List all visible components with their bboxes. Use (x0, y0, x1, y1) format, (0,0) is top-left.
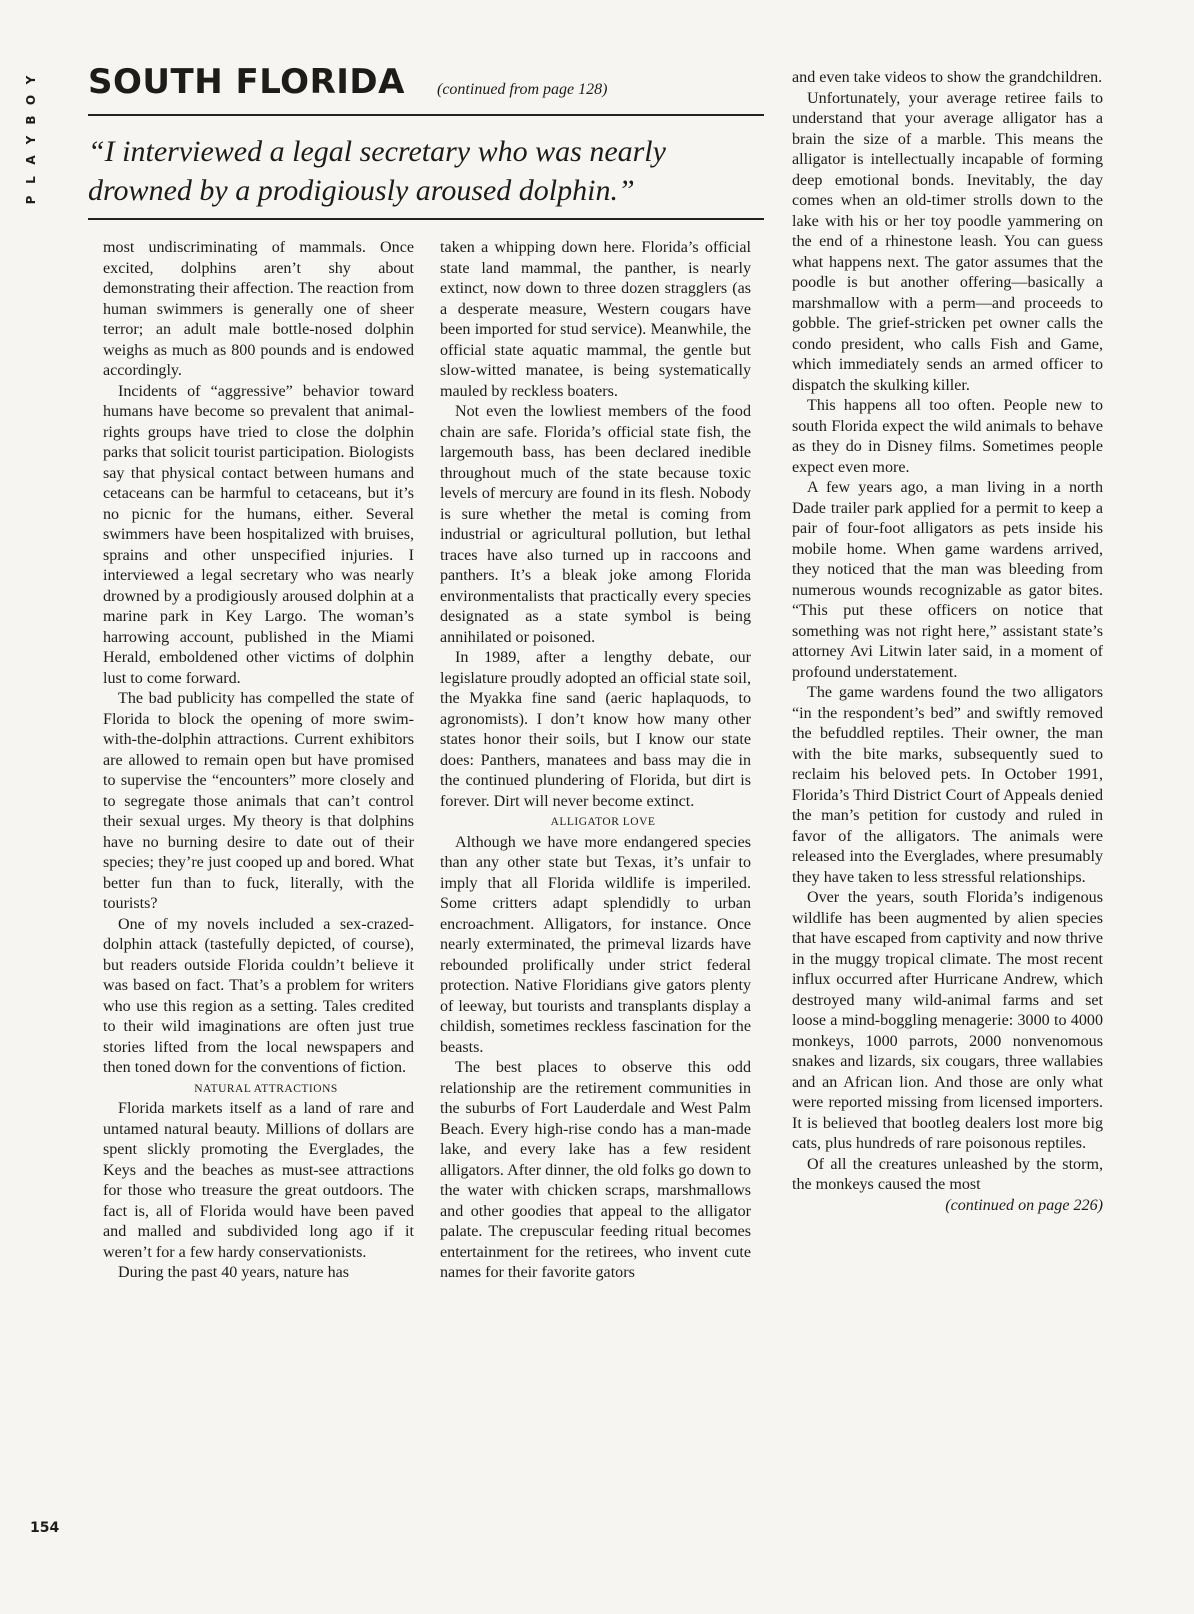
paragraph: During the past 40 years, nature has (118, 1264, 350, 1281)
magazine-tag-letter: Y (24, 75, 38, 85)
paragraph: Not even the lowliest members of the food chain are safe. Florida’s official state fish, the largemouth bass, has been declared inedible throughout much of the state because toxic levels of mercury are found in its flesh. Nobody is sure whether the metal is coming from industrial or agricultural pollution, but lethal traces have also turned up in raccoons and panthers. It’s a bleak joke among Florida environmentalists that practically every species designated as a state symbol is being annihilated or poisoned. (440, 403, 751, 646)
paragraph: Over the years, south Florida’s indigenous wildlife has been augmented by alien species that have escaped from captivity and now thrive in the muggy tropical climate. The most recent influx occurred after Hurricane Andrew, which destroyed many wild-animal farms and set loose a mind-boggling menagerie: 3000 to 4000 monkeys, 1000 parrots, 2000 nonvenomous snakes and lizards, six cougars, three wallabies and an African lion. And those are only what were reported missing from licensed importers. It is believed that bootleg dealers lost more big cats, plus hundreds of rare poisonous reptiles. (792, 889, 1103, 1152)
paragraph: Unfortunately, your average retiree fails to understand that your average alligator has a brain the size of a marble. This means the alligator is intellectually incapable of forming deep emotional bonds. Inevitably, the day comes when an old-timer strolls down to the lake with his or her toy poodle yammering on the end of a rhinestone leash. You can guess what happens next. The gator assumes that the poodle is but another offering—basically a marshmallow with a perm—and proceeds to gobble. The grief-stricken pet owner calls the condo president, who calls Fish and Game, which immediately sends an armed officer to dispatch the skulking killer. (792, 89, 1103, 394)
magazine-tag-letter: A (24, 155, 38, 165)
paragraph: A few years ago, a man living in a north Dade trailer park applied for a permit to keep a pair of four-foot alligators as pets inside his mobile home. When game wardens arrived, they noticed that the man was bleeding from numerous wounds recognizable as gator bites. “This put these officers on notice that something was not right here,” assistant state’s attorney Avi Litwin later said, in a moment of profound understatement. (792, 479, 1103, 681)
paragraph: Although we have more endangered species than any other state but Texas, it’s unfair to imply that all Florida wildlife is imperiled. Some critters adapt splendidly to urban encroachment. Alligators, for instance. Once nearly exterminated, the primeval lizards have rebounded prolifically under strict federal protection. Native Floridians give gators plenty of leeway, but tourists and transplants display a childish, sometimes reckless fascination for the beasts. (440, 833, 751, 1056)
magazine-tag-letter: O (24, 94, 38, 106)
column-2 (440, 238, 751, 1284)
article-title: SOUTH FLORIDA (88, 62, 405, 102)
subhead-alligator-love: ALLIGATOR LOVE (550, 816, 656, 828)
paragraph: In 1989, after a lengthy debate, our legislature proudly adopted an official state soil, the Myakka fine sand (aeric haplaquods, to agronomists). I don’t know how many other states honor their soils, but I know our state does: Panthers, manatees and bass may die in the continued plundering of Florida, but dirt is forever. Dirt will never become extinct. (440, 649, 751, 810)
paragraph: The game wardens found the two alligators “in the respondent’s bed” and swiftly removed the befuddled reptiles. Their owner, the man with the bite marks, subsequently sued to reclaim his beloved pets. In October 1991, Florida’s Third District Court of Appeals denied the man’s petition for custody and ruled in favor of the alligators. The animals were released into the Everglades, where presumably they have taken to less stressful relationships. (792, 684, 1103, 886)
paragraph: most undiscriminating of mammals. Once excited, dolphins aren’t shy about demonstrating their affection. The reaction from human swimmers is generally one of sheer terror; an adult male bottle-nosed dolphin weighs as much as 800 pounds and is endowed accordingly. (103, 239, 414, 379)
paragraph: The bad publicity has compelled the state of Florida to block the opening of more swim-with-the-dolphin attractions. Current exhibitors are allowed to remain open but have promised to supervise the “encounters” more closely and to segregate those animals that can’t control their sexual urges. My theory is that dolphins have no burning desire to date out of their species; they’re just cooped up and bored. What better fun than to fuck, literally, with the tourists? (103, 690, 414, 912)
subhead-natural-attractions: NATURAL ATTRACTIONS (194, 1082, 338, 1095)
pull-quote: “I interviewed a legal secretary who was nearly drowned by a prodigiously aroused dolphin.” (88, 135, 666, 207)
paragraph: This happens all too often. People new to south Florida expect the wild animals to behave as they do in Disney films. Sometimes people expect even more. (792, 397, 1103, 476)
paragraph: The best places to observe this odd relationship are the retirement communities in the suburbs of Fort Lauderdale and West Palm Beach. Every high-rise condo has a man-made lake, and every lake has a few resident alligators. After dinner, the old folks go down to the water with chicken scraps, marshmallows and other goodies that appeal to the alligator palate. The crepuscular feeding ritual becomes entertainment for the retirees, who invent cute names for their favorite gators (440, 1059, 751, 1281)
page-number: 154 (30, 1520, 60, 1536)
paragraph: Of all the creatures unleashed by the storm, the monkeys caused the most (792, 1155, 1103, 1193)
header-rule-top (88, 114, 764, 116)
paragraph: and even take videos to show the grandchildren. (792, 69, 1103, 86)
column-1 (103, 238, 414, 1284)
paragraph: Incidents of “aggressive” behavior toward humans have become so prevalent that animal-rights groups have tried to close the dolphin parks that solicit tourist participation. Biologists say that physical contact between humans and cetaceans can be harmful to cetaceans, but it’s no picnic for the humans, either. Several swimmers have been hospitalized with bruises, sprains and other unspecified injuries. I interviewed a legal secretary who was nearly drowned by a prodigiously aroused dolphin at a marine park in Key Largo. The woman’s harrowing account, published in the Miami Herald, emboldened other victims of dolphin lust to come forward. (103, 382, 414, 687)
paragraph: taken a whipping down here. Florida’s official state land mammal, the panther, is nearly extinct, now down to three dozen stragglers (as a desperate measure, Western cougars have been imported for stud service). Meanwhile, the official state aquatic mammal, the gentle but slow-witted manatee, is being systematically mauled by reckless boaters. (440, 239, 751, 400)
continued-on-note: (continued on page 226) (945, 1196, 1103, 1214)
magazine-tag-letter: L (24, 176, 38, 184)
column-3 (792, 68, 1103, 1216)
magazine-tag-letter: Y (24, 135, 38, 145)
magazine-tag (24, 70, 38, 210)
paragraph: One of my novels included a sex-crazed-dolphin attack (tastefully depicted, of course), but readers outside Florida couldn’t believe it was based on fact. That’s a problem for writers who use this region as a setting. Tales credited to their wild imaginations are often just true stories lifted from the local newspapers and then toned down for the conventions of fiction. (103, 915, 414, 1076)
header-rule-bottom (88, 218, 764, 220)
magazine-tag-letter: B (24, 115, 38, 125)
continued-from-note: (continued from page 128) (437, 81, 608, 98)
paragraph: Florida markets itself as a land of rare and untamed natural beauty. Millions of dollars are spent slickly promoting the Everglades, the Keys and the beaches as must-see attractions for those who treasure the great outdoors. The fact is, all of Florida would have been paved and malled and subdivided long ago if it weren’t for a few hardy conservationists. (103, 1100, 414, 1261)
magazine-tag-letter: P (24, 195, 38, 205)
